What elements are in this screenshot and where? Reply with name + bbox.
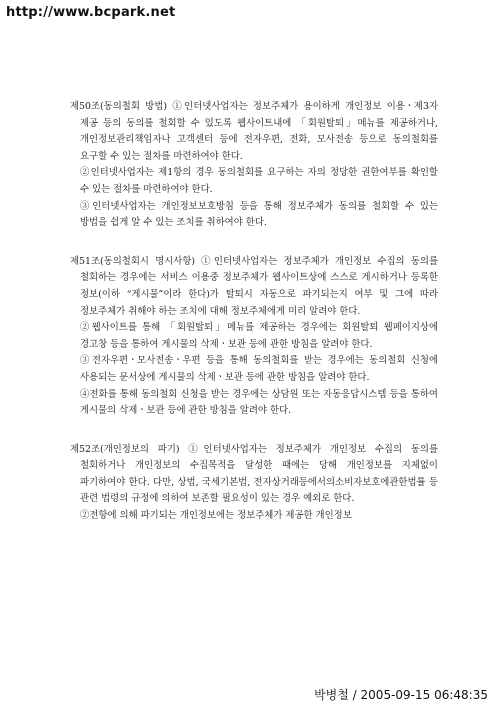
article-50-paragraph-3: ③인터넷사업자는 개인정보보호방침 등을 통해 정보주체가 동의를 철회할 수 있는 방법을 쉽게 알 수 있는 조치를 취하여야 한다. [80, 200, 438, 229]
article-50-paragraph-2: ②인터넷사업자는 제1항의 경우 동의철회를 요구하는 자의 정당한 권한여부를 확인할 수 있는 절차를 마련하여야 한다. [80, 167, 438, 195]
article-52-paragraph-2: ②전항에 의해 파기되는 개인정보에는 정보주체가 제공한 개인정보 [80, 510, 352, 522]
article-51-paragraph-2: ②웹사이트를 통해 「회원탈퇴」메뉴를 제공하는 경우에는 회원탈퇴 웹페이지상에 경고창 등을 통하여 게시물의 삭제ㆍ보관 등에 관한 방침을 알려야 한다. [80, 322, 438, 350]
article-52 [70, 442, 438, 525]
article-51-paragraph-3: ③전자우편ㆍ모사전송ㆍ우편 등을 통해 동의철회를 받는 경우에는 동의철회 신청에 사용되는 문서상에 게시물의 삭제ㆍ보관 등에 관한 방침을 알려야 한다. [80, 355, 438, 383]
document-body [70, 99, 438, 525]
article-gap [70, 420, 438, 442]
article-51-paragraph-1: 제51조(동의철회시 명시사항) ①인터넷사업자는 정보주체가 개인정보 수집의 동의를 철회하는 경우에는 서비스 이용중 정보주체가 웹사이트상에 스스로 게시하거나 등록한 정보(이하 “게시물”이라 한다)가 탈퇴시 자동으로 파기되는지 여부 및 그에 따라 정보주체가 취해야 하는 조치에 대해 정보주체에게 미리 알려야 한다. [70, 255, 438, 317]
article-50-paragraph-1: 제50조(동의철회 방법) ①인터넷사업자는 정보주체가 용이하게 개인정보 이용ㆍ제3자 제공 등의 동의를 철회할 수 있도록 웹사이트내에 「회원탈퇴」메뉴를 제공하거나, 개인정보관리책임자나 고객센터 등에 전자우편, 전화, 모사전송 등으로 동의철회를 요구할 수 있는 절차를 마련하여야 한다. [70, 101, 438, 162]
author-timestamp: 박병철 / 2005-09-15 06:48:35 [314, 688, 488, 702]
article-50 [70, 99, 438, 232]
article-gap [70, 232, 438, 254]
site-url: http://www.bcpark.net [6, 5, 176, 20]
article-52-paragraph-1: 제52조(개인정보의 파기) ①인터넷사업자는 정보주체가 개인정보 수집의 동의를 철회하거나 개인정보의 수집목적을 달성한 때에는 당해 개인정보를 지체없이 파기하여야 한다. 다만, 상법, 국세기본법, 전자상거래등에서의소비자보호에관한법률 등 관련 법령의 규정에 의하여 보존할 필요성이 있는 경우 예외로 한다. [70, 443, 438, 505]
article-51 [70, 254, 438, 420]
article-51-paragraph-4: ④전화를 통해 동의철회 신청을 받는 경우에는 상담원 또는 자동응답시스템 등을 통하여 게시물의 삭제ㆍ보관 등에 관한 방침을 알려야 한다. [80, 388, 438, 417]
